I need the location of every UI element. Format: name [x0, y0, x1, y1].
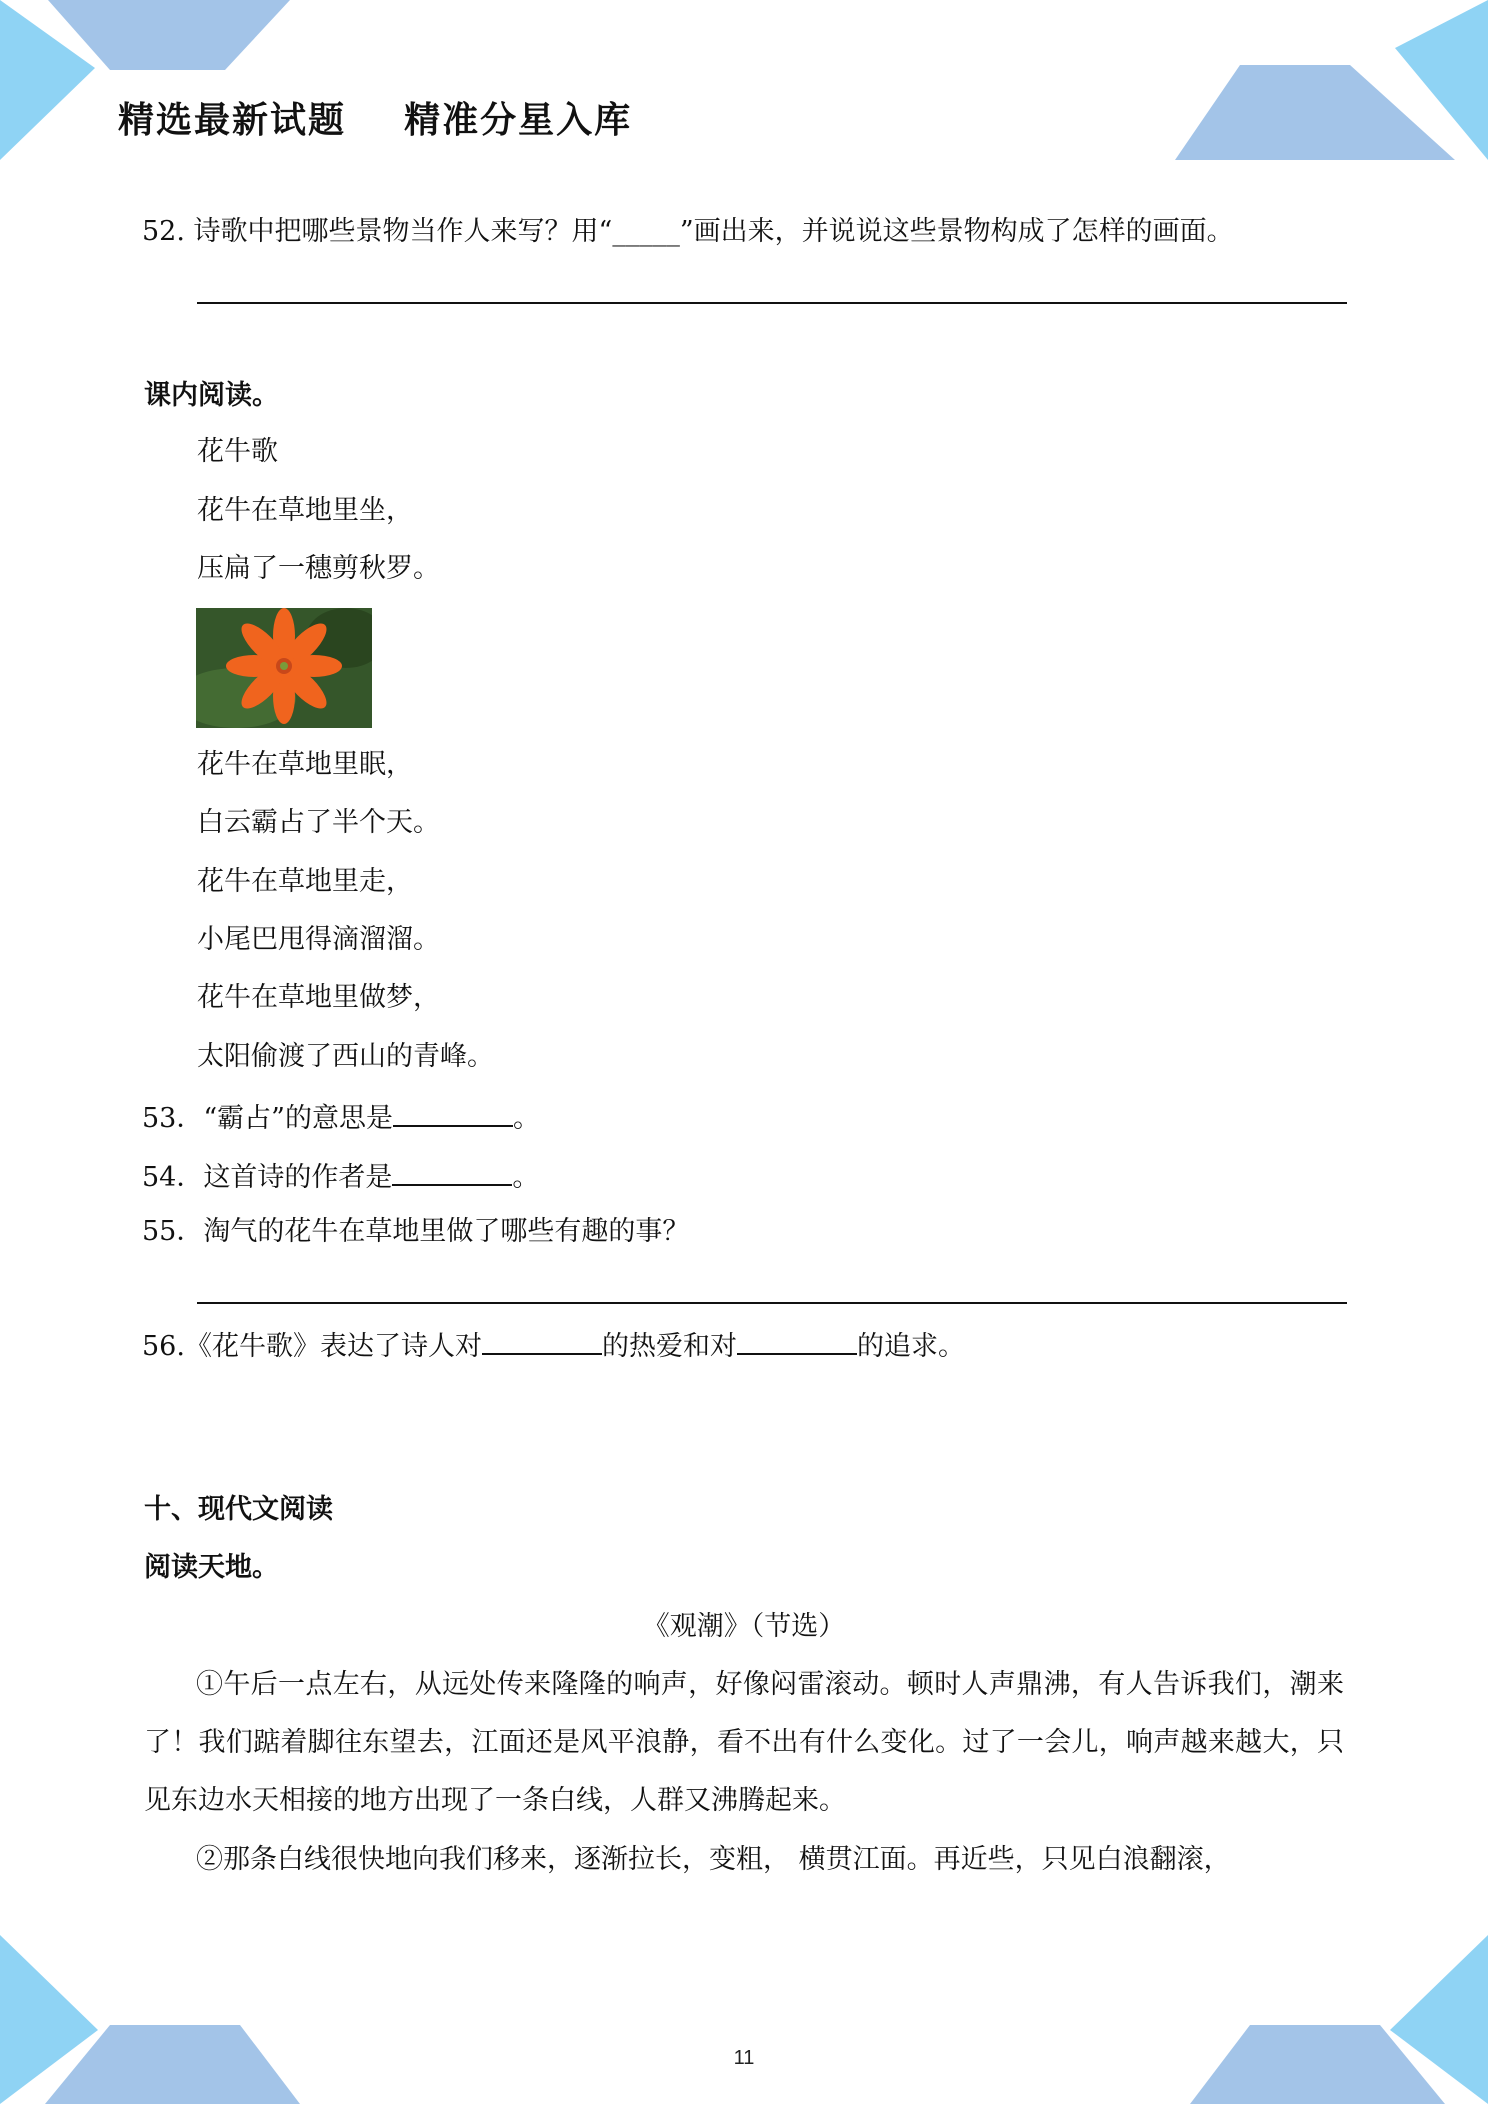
section-10-heading: 十、现代文阅读 [144, 1494, 333, 1525]
header-title: 精选最新试题 精准分星入库 [118, 100, 633, 141]
poem-title: 花牛歌 [197, 436, 278, 467]
question-54-suffix: 。 [512, 1162, 540, 1193]
question-53-suffix: 。 [512, 1103, 540, 1134]
question-56 [142, 1323, 965, 1367]
question-56-suffix: 的追求。 [856, 1331, 965, 1362]
answer-blank [392, 1154, 512, 1186]
answer-line-55 [197, 1302, 1347, 1304]
passage-title: 《观潮》（节选） [642, 1611, 846, 1642]
section-title-in-class-reading: 课内阅读。 [144, 380, 279, 411]
poem-line: 压扁了一穗剪秋罗。 [197, 553, 440, 584]
question-52: 52. 诗歌中把哪些景物当作人来写？用“_____”画出来，并说说这些景物构成了怎样的画面。 [142, 216, 1234, 247]
answer-line-52 [197, 302, 1347, 304]
poem-line: 小尾巴甩得滴溜溜。 [197, 924, 440, 955]
question-53 [142, 1095, 540, 1139]
passage-paragraph-1: ①午后一点左右，从远处传来隆隆的响声，好像闷雷滚动。顿时人声鼎沸，有人告诉我们，潮来了！我们踮着脚往东望去，江面还是风平浪静，看不出有什么变化。过了一会儿，响声越来越大，只见东边水天相接的地方出现了一条白线，人群又沸腾起来。 [144, 1669, 1344, 1816]
page-number: 11 [733, 2047, 755, 2069]
answer-blank [737, 1323, 857, 1355]
poem-line: 白云霸占了半个天。 [197, 807, 440, 838]
question-55: 55．淘气的花牛在草地里做了哪些有趣的事？ [142, 1216, 690, 1247]
poem-line: 花牛在草地里做梦， [197, 982, 440, 1013]
question-54 [142, 1154, 539, 1198]
passage-paragraph-2: ②那条白线很快地向我们移来，逐渐拉长，变粗， 横贯江面。再近些，只见白浪翻滚， [196, 1844, 1231, 1875]
poem-line: 花牛在草地里走， [197, 866, 413, 897]
question-56-text: 56.《花牛歌》表达了诗人对 [142, 1331, 482, 1362]
poem-line: 太阳偷渡了西山的青峰。 [197, 1041, 494, 1072]
question-56-middle: 的热爱和对 [601, 1331, 737, 1362]
section-10-subheading: 阅读天地。 [144, 1552, 279, 1583]
answer-blank [393, 1095, 513, 1127]
question-54-text: 54．这首诗的作者是 [142, 1162, 393, 1193]
answer-blank [482, 1323, 602, 1355]
flower-image [196, 608, 372, 728]
poem-line: 花牛在草地里眠， [197, 749, 413, 780]
question-53-text: 53．“霸占”的意思是 [142, 1103, 393, 1134]
poem-line: 花牛在草地里坐， [197, 495, 413, 526]
